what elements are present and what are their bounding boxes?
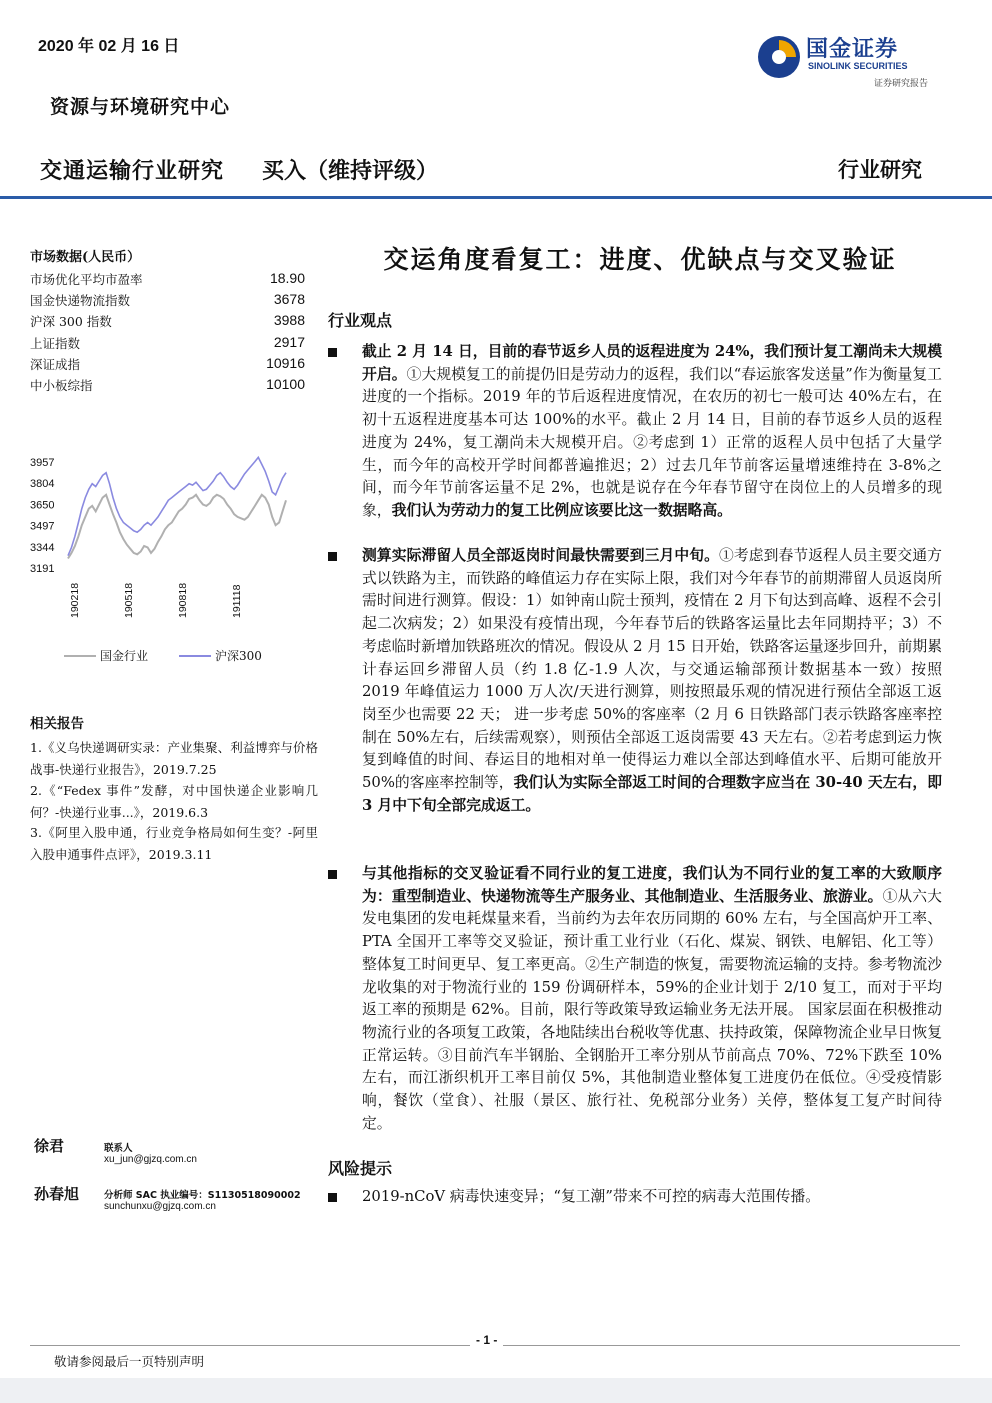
author-email[interactable]: xu_jun@gjzq.com.cn [104,1154,197,1165]
x-tick-label: 190818 [177,582,189,618]
market-row: 国金快递物流指数 3678 [30,291,305,308]
related-report-item[interactable]: 2.《“Fedex 事件”发酵，对中国快递企业影响几何？-快递行业事...》，2019.6.3 [30,783,318,820]
bottom-band [0,1378,992,1403]
report-category: 行业研究 [838,157,922,182]
legend-swatch-industry [64,655,96,657]
y-tick-label: 3191 [30,563,55,575]
y-tick-label: 3650 [30,499,55,512]
author-role: 联系人 [104,1143,133,1154]
rating-label: 买入（维持评级） [262,159,439,184]
market-row: 市场优化平均市盈率 18.90 [30,270,305,287]
paragraph-return-progress: 截止 2 月 14 日，目前的春节返乡人员的返程进度为 24%，我们预计复工潮尚未大规模开启。①大规模复工的前提仍旧是劳动力的返程，我们以“春运旅客发送量”作为衡量复工进度的一个指标。2019 年的节后返程进度情况，在农历的初七一般可达 40%左右，在初十五返程进度基本可达 100%的水平。截止 2 月 14 日，目前的春节返乡人员的返程进度为 24%，复工潮尚未大规模开启。②考虑到 1）正常的返程人员中包括了大量学生，而今年的高校开学时间都普遍推迟；2）过去几年节前客运量增速维持在 3-8%之间，而今年节前客运量不足 2%，也就是说存在今年春节留守在岗位上的人员增多的现象，我们认为劳动力的复工比例应该要比这一数据略高。 [362,343,942,519]
market-row: 上证指数 2917 [30,334,305,351]
market-row: 沪深 300 指数 3988 [30,312,305,329]
research-center-name: 资源与环境研究中心 [50,96,231,118]
section-title-risk: 风险提示 [328,1159,393,1178]
market-row: 深证成指 10916 [30,355,305,372]
logo-subtitle: 证券研究报告 [874,79,929,89]
market-data-title: 市场数据(人民币） [30,250,141,265]
author-name: 徐君 [34,1137,65,1155]
legend-label-industry: 国金行业 [100,649,149,663]
bullet-marker [328,552,337,561]
chart-legend [64,647,304,665]
logo-english-name: SINOLINK SECURITIES [808,61,908,71]
x-tick-label: 190218 [69,582,81,618]
legend-label-hs300: 沪深300 [215,649,262,663]
report-date: 2020 年 02 月 16 日 [38,38,180,55]
market-row: 中小板综指 10100 [30,376,305,393]
related-report-item[interactable]: 3.《阿里入股申通，行业竞争格局如何生变？-阿里入股申通事件点评》，2019.3.11 [30,825,318,862]
bullet-marker [328,348,337,357]
section-title-views: 行业观点 [328,311,393,330]
author-role: 分析师 SAC 执业编号：S1130518090002 [104,1190,301,1201]
paragraph-return-time-estimate: 测算实际滞留人员全部返岗时间最快需要到三月中旬。①考虑到春节返程人员主要交通方式以铁路为主，而铁路的峰值运力存在实际上限，我们对今年春节的前期滞留人员返岗所需时间进行测算。假设：1）如钟南山院士预判，疫情在 2 月下旬达到高峰、返程不会引起二次病发；2）如果没有疫情出现，今年春节后的铁路客运量比去年同期持平；3）不考虑临时新增加铁路班次的情况。假设从 2 月 15 日开始，铁路客运量逐步回升，前期累计春运回乡滞留人员（约 1.8 亿-1.9 人次，与交通运输部预计数据基本一致）按照 2019 年峰值运力 1000 万人次/天进行测算，则按照最乐观的情况进行预估全部返工返岗至少也需要 22 天； 进一步考虑 50%的客座率（2 月 6 日铁路部门表示铁路客座率控制在 50%左右，后续需观察），则预估全部返工返岗需要 43 天左右。②若考虑到运力恢复到峰值的时间、春运目的地相对单一使得运力难以全部达到峰值水平、后期可能放开 50%的客座率控制等，我们认为实际全部返工时间的合理数字应当在 30-40 天左右，即 3 月中下旬全部完成返工。 [362,547,942,814]
series-line-1 [68,457,286,555]
y-tick-label: 3804 [30,478,55,491]
index-line-chart [28,450,298,640]
series-line-0 [68,495,286,559]
x-tick-label: 191118 [231,584,243,618]
header-divider [0,196,992,199]
bullet-marker [328,870,337,879]
related-report-item[interactable]: 1.《义乌快递调研实录：产业集聚、利益博弈与价格战事-快递行业报告》，2019.7.25 [30,740,318,777]
risk-text: 2019-nCoV 病毒快速变异；“复工潮”带来不可控的病毒大范围传播。 [362,1188,821,1205]
report-main-title: 交运角度看复工：进度、优缺点与交叉验证 [383,245,897,274]
legend-swatch-hs300 [179,655,211,657]
author-email[interactable]: sunchunxu@gjzq.com.cn [104,1201,216,1212]
author-name: 孙春旭 [34,1185,80,1203]
sinolink-logo-icon [756,34,802,80]
paragraph-cross-validation: 与其他指标的交叉验证看不同行业的复工进度，我们认为不同行业的复工率的大致顺序为：重型制造业、快递物流等生产服务业、其他制造业、生活服务业、旅游业。①从六大发电集团的发电耗煤量来看，当前约为去年农历同期的 60% 左右，与全国高炉开工率、PTA 全国开工率等交叉验证，预计重工业行业（石化、煤炭、钢铁、电解铝、化工等）整体复工时间更早、复工率更高。②生产制造的恢复，需要物流运输的支持。参考物流沙龙收集的对于物流行业的 159 份调研样本，59%的企业计划于 2/10 复工，而对于平均返工率的预期是 62%。目前，限行等政策导致运输业务无法开展。 国家层面在积极推动物流行业的各项复工政策，各地陆续出台税收等优惠、扶持政策，保障物流企业早日恢复正常运转。③目前汽车半钢胎、全钢胎开工率分别从节前高点 70%、72%下跌至 10%左右，而江浙织机开工率目前仅 5%，其他制造业整体复工进度仍在低位。④受疫情影响，餐饮（堂食）、社服（景区、旅行社、免税部分业务）关停，整体复工复产时间待定。 [362,865,942,1132]
x-tick-label: 190518 [123,582,135,618]
y-tick-label: 3957 [30,457,55,469]
y-tick-label: 3344 [30,541,55,554]
y-tick-label: 3497 [30,520,55,533]
logo-chinese-name: 国金证券 [806,37,899,62]
bullet-marker [328,1193,337,1202]
page-number: - 1 - [470,1333,503,1347]
sinolink-logo [756,30,956,92]
related-reports-title: 相关报告 [30,716,84,732]
industry-title: 交通运输行业研究 [40,159,225,184]
disclaimer-text: 敬请参阅最后一页特别声明 [54,1354,205,1369]
